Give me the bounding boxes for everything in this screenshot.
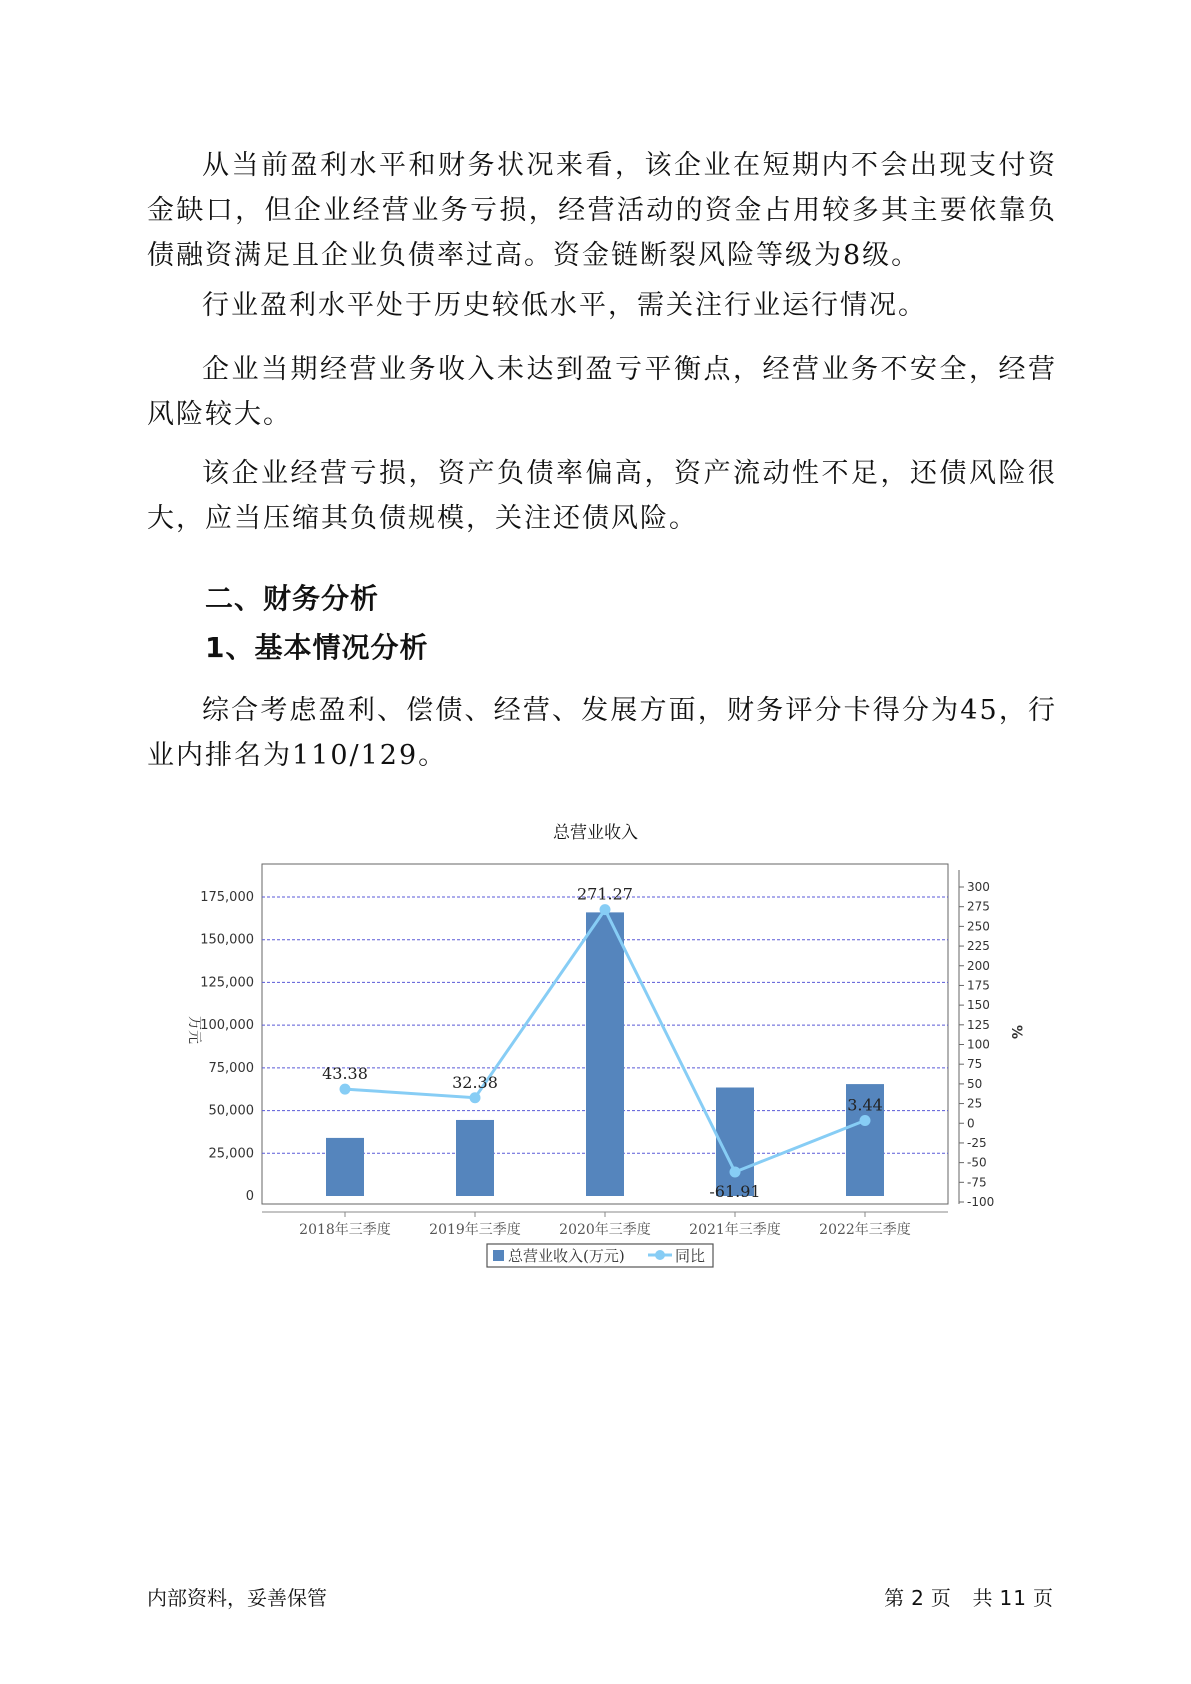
paragraph-industry: 行业盈利水平处于历史较低水平，需关注行业运行情况。 [202, 290, 927, 321]
total-unit: 页 [1033, 1586, 1054, 1610]
revenue-bar [586, 912, 624, 1196]
summary-paragraph: 综合考虑盈利、偿债、经营、发展方面，财务评分卡得分为45，行业内排名为110/129。 [147, 695, 1057, 771]
y2-tick-label: 125 [967, 1017, 990, 1032]
yoy-data-label: 3.44 [847, 1095, 883, 1115]
y2-tick-label: 100 [967, 1037, 990, 1052]
y2-tick-label: 275 [967, 899, 990, 914]
y-tick-label: 175,000 [200, 890, 254, 905]
total-prefix: 共 [972, 1586, 994, 1610]
x-tick-label: 2019年三季度 [429, 1222, 521, 1238]
footer-page-info [881, 1582, 1057, 1611]
y2-tick-label: -100 [967, 1195, 995, 1209]
page-unit: 页 [930, 1586, 952, 1610]
y-tick-label: 50,000 [208, 1103, 254, 1119]
yoy-data-label: 43.38 [322, 1064, 368, 1084]
yoy-data-label: 271.27 [577, 884, 633, 904]
chart-title: 总营业收入 [553, 823, 638, 843]
y2-tick-label: 175 [967, 978, 990, 993]
y2-tick-label: 225 [967, 939, 990, 954]
page-number: 2 [911, 1586, 925, 1610]
subsection-heading: 1、基本情况分析 [205, 631, 429, 664]
yoy-point [860, 1115, 871, 1126]
y2-axis-label: % [1008, 1024, 1024, 1040]
y-tick-label: 75,000 [208, 1060, 254, 1076]
revenue-bar [456, 1120, 494, 1196]
yoy-data-label: 32.38 [452, 1072, 498, 1092]
y-tick-label: 100,000 [200, 1018, 254, 1034]
y-tick-label: 0 [245, 1189, 254, 1204]
footer-confidential: 内部资料，妥善保管 [147, 1586, 327, 1610]
x-tick-label: 2022年三季度 [819, 1222, 911, 1238]
y-tick-label: 150,000 [200, 932, 254, 948]
y2-tick-label: -25 [967, 1135, 987, 1150]
y-axis-label: 万元 [186, 1016, 202, 1044]
x-tick-label: 2021年三季度 [689, 1222, 781, 1238]
section-heading: 二、财务分析 [205, 582, 380, 615]
y2-tick-label: 50 [967, 1076, 983, 1091]
legend-bar-label: 总营业收入(万元) [508, 1247, 625, 1265]
y2-tick-label: -50 [967, 1155, 987, 1170]
y-tick-label: 25,000 [208, 1146, 254, 1162]
legend-line-label: 同比 [675, 1247, 706, 1265]
x-tick-label: 2018年三季度 [299, 1222, 391, 1238]
y-tick-label: 125,000 [200, 975, 254, 991]
y2-tick-label: 300 [967, 880, 990, 894]
page-prefix: 第 [884, 1586, 906, 1610]
y2-tick-label: 0 [967, 1116, 975, 1131]
paragraph-debt: 该企业经营亏损，资产负债率偏高，资产流动性不足，还债风险很大，应当压缩其负债规模，关注还债风险。 [147, 458, 1057, 534]
yoy-point [730, 1167, 741, 1178]
revenue-chart [0, 840, 1191, 1280]
y2-tick-label: 75 [967, 1057, 983, 1072]
paragraph-liquidity: 从当前盈利水平和财务状况来看，该企业在短期内不会出现支付资金缺口，但企业经营业务亏损，经营活动的资金占用较多其主要依靠负债融资满足且企业负债率过高。资金链断裂风险等级为8级。 [147, 150, 1057, 271]
total-pages: 11 [999, 1586, 1027, 1610]
revenue-bar [716, 1088, 754, 1196]
y2-tick-label: 150 [967, 998, 990, 1013]
legend-bar-swatch [493, 1250, 504, 1261]
yoy-point [340, 1084, 351, 1095]
y2-tick-label: -75 [967, 1175, 987, 1190]
yoy-point [600, 904, 611, 915]
y2-tick-label: 25 [967, 1096, 983, 1111]
yoy-data-label: -61.91 [709, 1182, 761, 1202]
legend-line-marker [655, 1250, 665, 1260]
y2-tick-label: 250 [967, 919, 990, 934]
yoy-point [470, 1092, 481, 1103]
x-tick-label: 2020年三季度 [559, 1222, 651, 1238]
revenue-bar [326, 1138, 364, 1196]
paragraph-operations: 企业当期经营业务收入未达到盈亏平衡点，经营业务不安全，经营风险较大。 [147, 354, 1057, 430]
y2-tick-label: 200 [967, 958, 990, 973]
